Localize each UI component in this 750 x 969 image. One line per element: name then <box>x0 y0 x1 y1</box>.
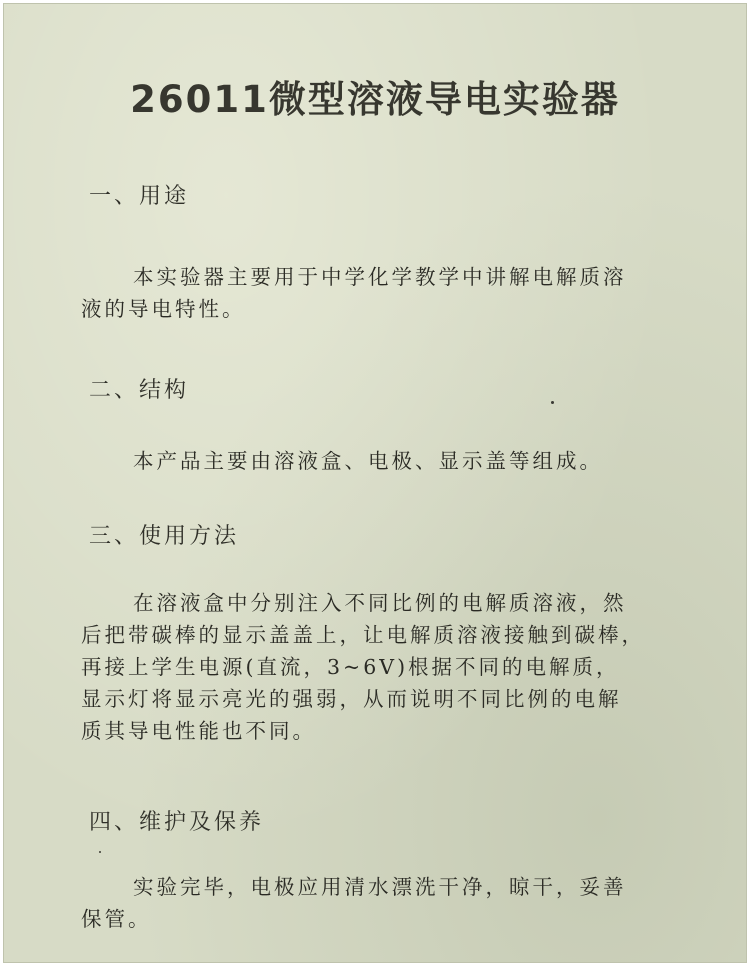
section-heading-purpose: 一、用途 <box>89 184 190 209</box>
document-title: 26011微型溶液导电实验器 <box>130 78 620 121</box>
section-heading-maintenance: 四、维护及保养 <box>89 810 265 835</box>
document-page <box>3 3 747 963</box>
paragraph-line: 液的导电特性。 <box>81 297 246 321</box>
section-body-maintenance <box>81 871 721 935</box>
section-body-usage <box>81 587 721 747</box>
paragraph-line: 再接上学生电源(直流，3~6V)根据不同的电解质， <box>81 655 620 679</box>
paragraph-line: 本实验器主要用于中学化学教学中讲解电解质溶 <box>133 265 627 289</box>
paragraph-line: 在溶液盒中分别注入不同比例的电解质溶液，然 <box>133 591 627 615</box>
section-body-purpose <box>81 261 721 325</box>
paper-speck <box>99 851 101 853</box>
section-body-structure <box>81 445 721 477</box>
paragraph-line: 本产品主要由溶液盒、电极、显示盖等组成。 <box>133 449 603 473</box>
paragraph-line: 保管。 <box>81 907 152 931</box>
paragraph-line: 质其导电性能也不同。 <box>81 719 316 743</box>
paragraph-line: 后把带碳棒的显示盖盖上，让电解质溶液接触到碳棒， <box>81 623 645 647</box>
section-heading-structure: 二、结构 <box>89 378 190 403</box>
section-heading-usage: 三、使用方法 <box>89 524 240 549</box>
paragraph-line: 实验完毕，电极应用清水漂洗干净，晾干，妥善 <box>133 875 627 899</box>
paragraph-line: 显示灯将显示亮光的强弱，从而说明不同比例的电解 <box>81 687 622 711</box>
paper-speck <box>551 401 554 404</box>
